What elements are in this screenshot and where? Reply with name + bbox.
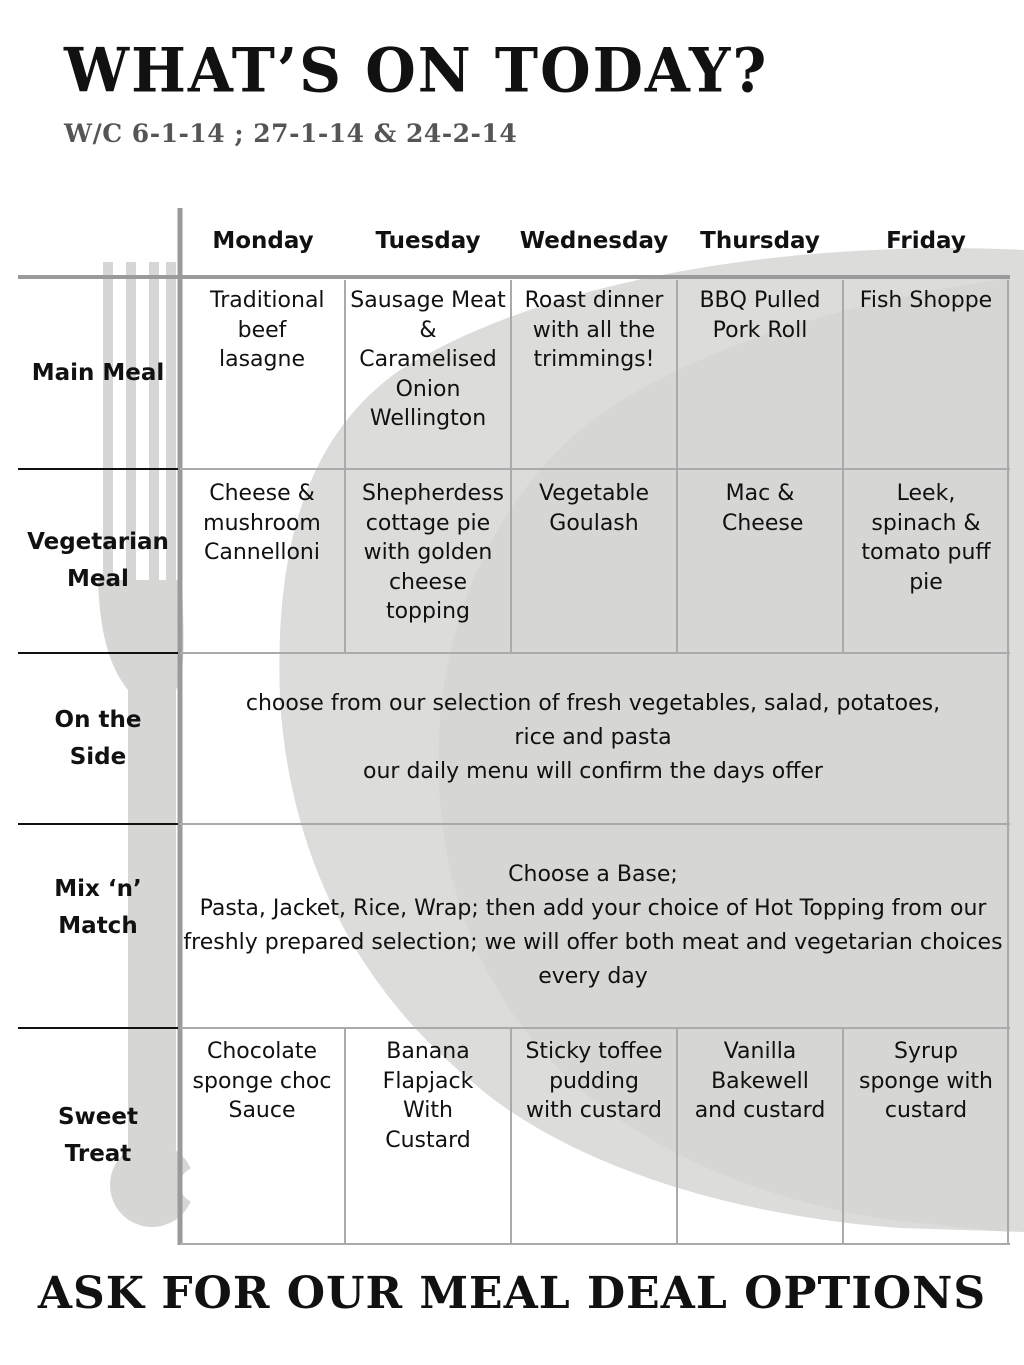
mix-n-match-line: every day bbox=[538, 964, 648, 989]
on-the-side-line: choose from our selection of fresh vegetables, salad, potatoes, bbox=[245, 691, 941, 716]
on-the-side-description bbox=[180, 687, 1006, 789]
mix-n-match-line: freshly prepared selection; we will offer both meat and vegetarian choices bbox=[183, 930, 1003, 955]
on-the-side-line: rice and pasta bbox=[514, 725, 672, 750]
mix-n-match-line: Pasta, Jacket, Rice, Wrap; then add your choice of Hot Topping from our bbox=[199, 896, 987, 921]
main-meal-monday: Traditional beef lasagne bbox=[210, 288, 325, 372]
sweet-treat-monday: Chocolate sponge choc Sauce bbox=[192, 1039, 332, 1123]
main-meal-wednesday: Roast dinner with all the trimmings! bbox=[524, 288, 664, 372]
row-label-mix-n-match: Mix ‘n’ Match bbox=[54, 876, 142, 939]
vegetarian-meal-thursday: Mac & Cheese bbox=[722, 481, 804, 536]
day-header-monday: Monday bbox=[212, 228, 314, 254]
week-commencing-dates: W/C 6-1-14 ; 27-1-14 & 24-2-14 bbox=[64, 119, 518, 148]
main-meal-friday: Fish Shoppe bbox=[859, 288, 993, 313]
day-header-tuesday: Tuesday bbox=[375, 228, 481, 254]
row-label-on-the-side: On the Side bbox=[54, 707, 142, 770]
vegetarian-meal-monday: Cheese & mushroom Cannelloni bbox=[203, 481, 321, 565]
fork-hole bbox=[180, 1167, 216, 1203]
mix-n-match-description bbox=[180, 858, 1006, 994]
page-title: WHAT’S ON TODAY? bbox=[64, 34, 769, 107]
sweet-treat-tuesday: Banana Flapjack With Custard bbox=[382, 1039, 474, 1153]
vegetarian-meal-tuesday: Shepherdess cottage pie with golden cheese topping bbox=[362, 481, 504, 624]
vegetarian-meal-wednesday: Vegetable Goulash bbox=[538, 481, 650, 536]
vegetarian-meal-friday: Leek, spinach & tomato puff pie bbox=[861, 481, 991, 595]
sweet-treat-wednesday: Sticky toffee pudding with custard bbox=[525, 1039, 663, 1123]
main-meal-thursday: BBQ Pulled Pork Roll bbox=[699, 288, 821, 343]
main-meal-tuesday: Sausage Meat & Caramelised Onion Wellington bbox=[350, 288, 506, 431]
sweet-treat-friday: Syrup sponge with custard bbox=[859, 1039, 993, 1123]
meal-deal-banner: ASK FOR OUR MEAL DEAL OPTIONS bbox=[37, 1268, 987, 1319]
day-header-thursday: Thursday bbox=[700, 228, 820, 254]
day-header-wednesday: Wednesday bbox=[519, 228, 669, 254]
sweet-treat-thursday: Vanilla Bakewell and custard bbox=[694, 1039, 826, 1123]
day-header-friday: Friday bbox=[886, 228, 966, 254]
on-the-side-line: our daily menu will confirm the days offer bbox=[363, 759, 823, 784]
mix-n-match-line: Choose a Base; bbox=[508, 862, 678, 887]
row-label-sweet-treat: Sweet Treat bbox=[57, 1104, 138, 1167]
row-label-vegetarian-meal: Vegetarian Meal bbox=[27, 529, 169, 592]
row-label-main-meal: Main Meal bbox=[31, 360, 165, 386]
